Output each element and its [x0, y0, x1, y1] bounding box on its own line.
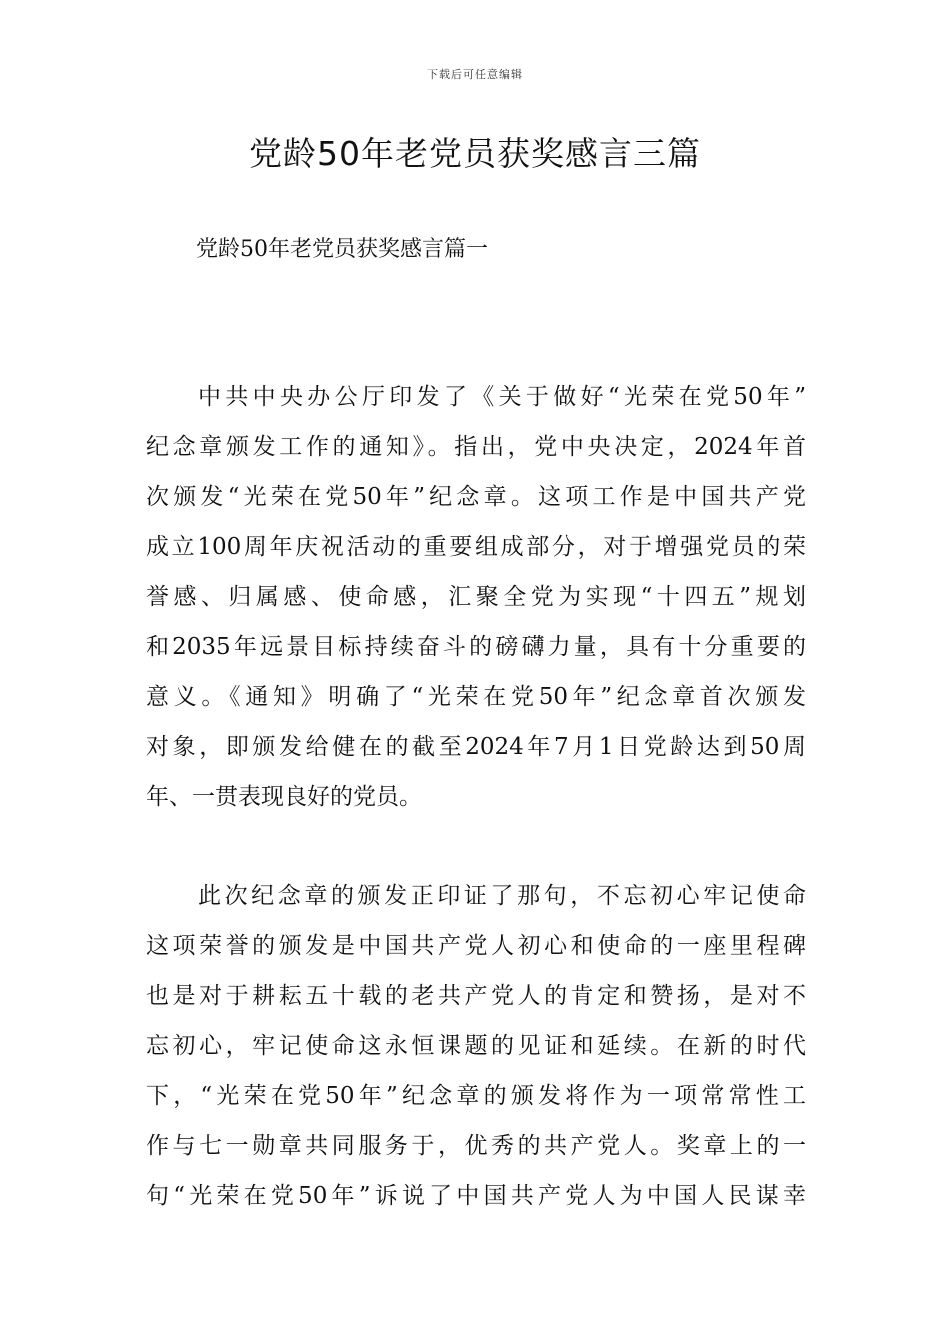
- paragraph-line: 这项荣誉的颁发是中国共产党人初心和使命的一座里程碑: [146, 933, 806, 959]
- paragraph-line: 忘初心，牢记使命这永恒课题的见证和延续。在新的时代: [146, 1033, 806, 1059]
- paragraph-line: 和2035年远景目标持续奋斗的磅礴力量，具有十分重要的: [146, 634, 806, 660]
- body-paragraph-2: [146, 871, 806, 1221]
- page-header-note: 下载后可任意编辑: [427, 68, 523, 81]
- paragraph-line: 年、一贯表现良好的党员。: [146, 784, 422, 810]
- paragraph-line: 下，“光荣在党50年”纪念章的颁发将作为一项常常性工: [146, 1083, 806, 1109]
- paragraph-line: 也是对于耕耘五十载的老共产党人的肯定和赞扬，是对不: [146, 983, 806, 1009]
- section-heading: 党龄50年老党员获奖感言篇一: [196, 237, 488, 262]
- paragraph-line: 誉感、归属感、使命感，汇聚全党为实现“十四五”规划: [146, 584, 806, 610]
- paragraph-line: 中共中央办公厅印发了《关于做好“光荣在党50年”: [198, 384, 806, 410]
- paragraph-line: 意义。《通知》明确了“光荣在党50年”纪念章首次颁发: [146, 684, 806, 710]
- document-title: 党龄50年老党员获奖感言三篇: [249, 134, 701, 173]
- paragraph-line: 对象，即颁发给健在的截至2024年7月1日党龄达到50周: [146, 734, 806, 760]
- paragraph-line: 句“光荣在党50年”诉说了中国共产党人为中国人民谋幸: [146, 1183, 806, 1209]
- paragraph-line: 次颁发“光荣在党50年”纪念章。这项工作是中国共产党: [146, 484, 806, 510]
- paragraph-line: 成立100周年庆祝活动的重要组成部分，对于增强党员的荣: [146, 534, 806, 560]
- paragraph-line: 此次纪念章的颁发正印证了那句，不忘初心牢记使命: [198, 883, 806, 909]
- paragraph-line: 作与七一勋章共同服务于，优秀的共产党人。奖章上的一: [146, 1133, 806, 1159]
- paragraph-line: 纪念章颁发工作的通知》。指出，党中央决定，2024年首: [146, 434, 806, 460]
- body-paragraph-1: [146, 372, 806, 822]
